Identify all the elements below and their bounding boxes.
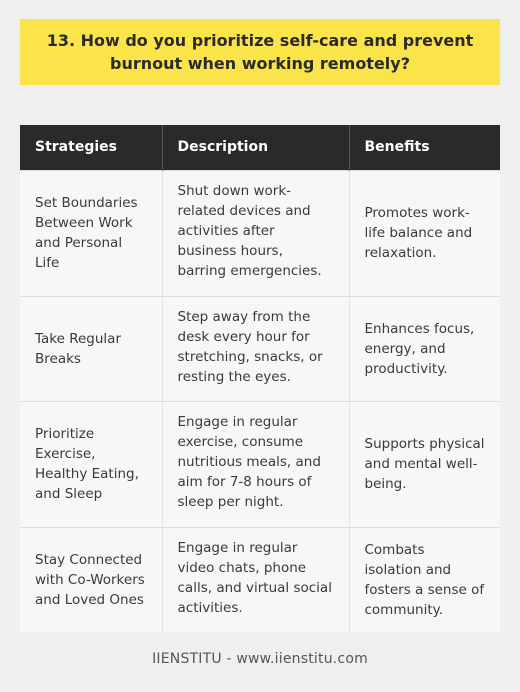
description-cell: Shut down work-related devices and activities after business hours, barring emergencies. <box>162 170 349 296</box>
table-row <box>20 170 500 296</box>
column-header-strategies: Strategies <box>20 125 162 170</box>
strategy-cell: Take Regular Breaks <box>20 296 162 401</box>
table-row <box>20 296 500 401</box>
table-row <box>20 401 500 527</box>
column-header-description: Description <box>162 125 349 170</box>
table-header-row <box>20 125 500 170</box>
page-title: 13. How do you prioritize self-care and prevent burnout when working remotely? <box>46 31 474 73</box>
strategies-table <box>20 125 500 632</box>
benefit-cell: Promotes work-life balance and relaxation. <box>349 170 500 296</box>
strategy-cell: Stay Connected with Co-Workers and Loved Ones <box>20 527 162 632</box>
table-row <box>20 527 500 632</box>
benefit-cell: Combats isolation and fosters a sense of community. <box>349 527 500 632</box>
description-cell: Step away from the desk every hour for stretching, snacks, or resting the eyes. <box>162 296 349 401</box>
description-cell: Engage in regular video chats, phone calls, and virtual social activities. <box>162 527 349 632</box>
benefit-cell: Enhances focus, energy, and productivity. <box>349 296 500 401</box>
benefit-cell: Supports physical and mental well-being. <box>349 401 500 527</box>
strategy-cell: Set Boundaries Between Work and Personal Life <box>20 170 162 296</box>
description-cell: Engage in regular exercise, consume nutritious meals, and aim for 7-8 hours of sleep per night. <box>162 401 349 527</box>
column-header-benefits: Benefits <box>349 125 500 170</box>
strategy-cell: Prioritize Exercise, Healthy Eating, and Sleep <box>20 401 162 527</box>
title-banner <box>20 19 500 85</box>
footer-credit: IIENSTITU - www.iienstitu.com <box>152 651 368 667</box>
